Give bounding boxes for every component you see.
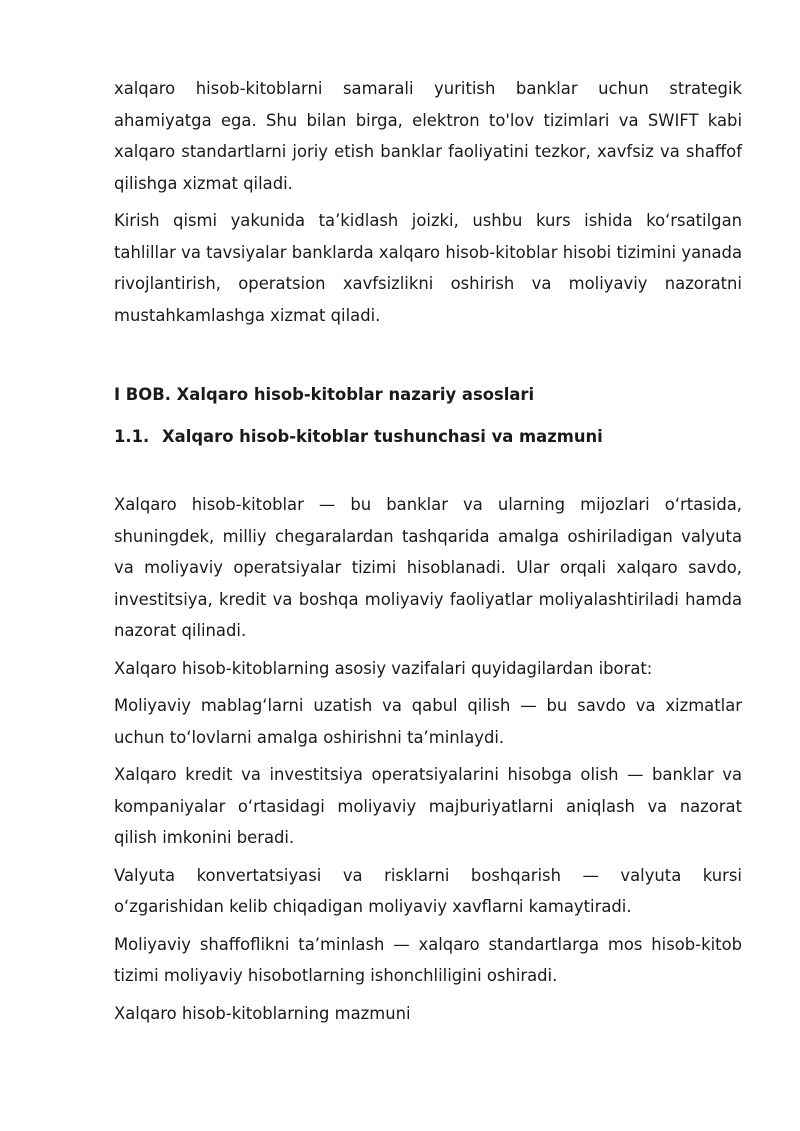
body-paragraph-4: Xalqaro kredit va investitsiya operatsiyalarini hisobga olish — banklar va kompaniyalar o‘rtasidagi moliyaviy majburiyatlarni aniqlash va nazorat qilish imkonini beradi. <box>114 765 742 847</box>
spacer <box>114 337 742 379</box>
body-paragraph-7: Xalqaro hisob-kitoblarning mazmuni <box>114 1003 411 1023</box>
body-paragraph-3: Moliyaviy mablag‘larni uzatish va qabul qilish — bu savdo va xizmatlar uchun to‘lovlarni amalga oshirishni ta’minlaydi. <box>114 696 742 747</box>
document-body <box>114 73 742 1035</box>
body-paragraph-2: Xalqaro hisob-kitoblarning asosiy vazifalari quyidagilardan iborat: <box>114 658 653 678</box>
body-paragraph-6: Moliyaviy shaffoflikni ta’minlash — xalqaro standartlarga mos hisob-kitob tizimi moliyaviy hisobotlarning ishonchliligini oshiradi. <box>114 934 742 985</box>
body-paragraph-5: Valyuta konvertatsiyasi va risklarni boshqarish — valyuta kursi o‘zgarishidan kelib chiqadigan moliyaviy xavflarni kamaytiradi. <box>114 865 742 916</box>
intro-paragraph-2: Kirish qismi yakunida ta’kidlash joizki, ushbu kurs ishida ko‘rsatilgan tahlillar va tavsiyalar banklarda xalqaro hisob-kitoblar hisobi tizimini yanada rivojlantirish, operatsion xavfsizlikni oshirish va moliyaviy nazoratni mustahkamlashga xizmat qiladi. <box>114 211 742 325</box>
body-paragraph-1: Xalqaro hisob-kitoblar — bu banklar va ularning mijozlari o‘rtasida, shuningdek, milliy chegaralardan tashqarida amalga oshiriladigan valyuta va moliyaviy operatsiyalar tizimi hisoblanadi. Ular orqali xalqaro savdo, investitsiya, kredit va boshqa moliyaviy faoliyatlar moliyalashtiriladi hamda nazorat qilinadi. <box>114 495 742 640</box>
section-number: 1.1. <box>114 426 150 446</box>
intro-paragraph-1: xalqaro hisob-kitoblarni samarali yuritish banklar uchun strategik ahamiyatga ega. Shu bilan birga, elektron to'lov tizimlari va SWIFT kabi xalqaro standartlarni joriy etish banklar faoliyatini tezkor, xavfsiz va shaffof qilishga xizmat qiladi. <box>114 79 742 193</box>
chapter-heading: I BOB. Xalqaro hisob-kitoblar nazariy asoslari <box>114 385 535 404</box>
section-title: Xalqaro hisob-kitoblar tushunchasi va mazmuni <box>162 426 603 446</box>
spacer <box>114 452 742 489</box>
section-heading <box>114 421 742 453</box>
